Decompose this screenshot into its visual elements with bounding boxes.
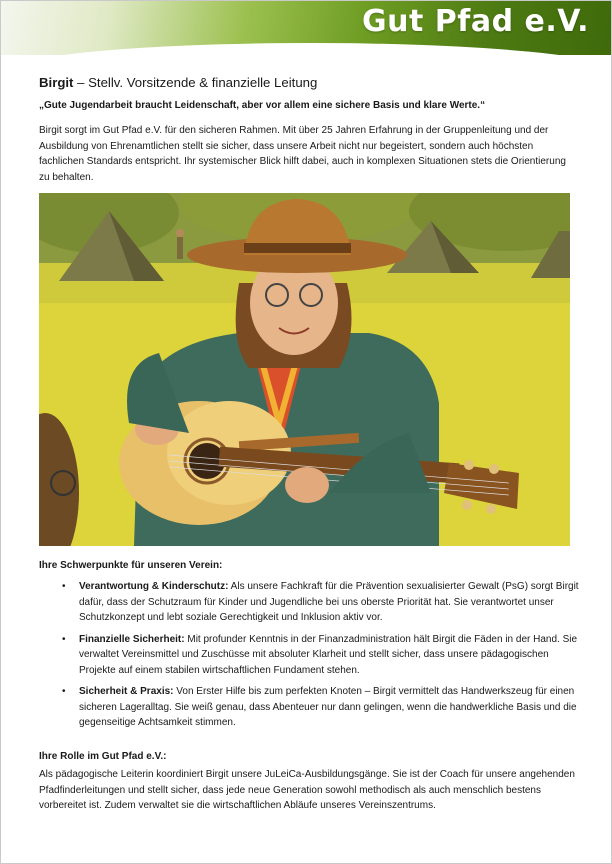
list-item-label: Finanzielle Sicherheit: bbox=[79, 633, 185, 645]
person-role: Stellv. Vorsitzende & finanzielle Leitung bbox=[88, 75, 318, 90]
list-item-label: Verantwortung & Kinderschutz: bbox=[79, 581, 229, 592]
organization-title: Gut Pfad e.V. bbox=[362, 4, 589, 39]
person-name: Birgit bbox=[39, 75, 74, 90]
list-item bbox=[39, 684, 584, 731]
list-item bbox=[39, 579, 584, 626]
list-item-text: Mit profunder Kenntnis in der Finanzadministration hält Birgit die Fäden in der Hand. Sie verwaltet Vereinsmittel und Zuschüsse mit absoluter Klarheit und stellt sicher, dass unsere pädagogischen Projekte auf einem stabilen wirtschaftlichen Fundament stehen. bbox=[79, 633, 578, 676]
bullet-icon: • bbox=[62, 686, 66, 697]
list-item-text: Von Erster Hilfe bis zum perfekten Knoten – Birgit vermittelt das Handwerkszeug für einen sicheren Lageralltag. Sie weiß genau, dass Abenteuer nur dann gelingen, wenn die handwerkliche Basis und die gegenseitige Achtsamkeit stimmen. bbox=[79, 686, 577, 728]
intro-paragraph: Birgit sorgt im Gut Pfad e.V. für den sicheren Rahmen. Mit über 25 Jahren Erfahrung in der Gruppenleitung und der Ausbildung von Ehrenamtlichen stellt sie sicher, dass unsere Arbeit nicht nur begeistert, sondern auch höchsten fachlichen Standards entspricht. Ihr systemischer Blick hilft dabei, auch in komplexen Situationen stets die Orientierung zu behalten. bbox=[39, 125, 566, 183]
role-section-title: Ihre Rolle im Gut Pfad e.V.: bbox=[39, 751, 167, 762]
heading-separator: – bbox=[73, 75, 89, 90]
person-heading bbox=[39, 75, 317, 90]
role-paragraph: Als pädagogische Leiterin koordiniert Birgit unsere JuLeiCa-Ausbildungsgänge. Sie ist der Coach für unsere angehenden Pfadfinderleitungen und stellt sicher, dass jede neue Generation sowohl methodisch als auch menschlich bestens vorbereitet ist. Zudem verwaltet sie die wirtschaftlichen Abläufe unseres Vereinszentrums. bbox=[39, 769, 575, 811]
list-item-label: Sicherheit & Praxis: bbox=[79, 686, 174, 697]
list-item bbox=[39, 632, 584, 679]
list-item-text: Als unsere Fachkraft für die Prävention sexualisierter Gewalt (PsG) sorgt Birgit dafür, dass der Schutzraum für Kinder und Jugendliche bei uns oberste Priorität hat. Sie verantwortet unser Schutzkonzept und lebt soziale Gerechtigkeit und Inklusion aktiv vor. bbox=[79, 581, 579, 623]
focus-list bbox=[39, 579, 584, 737]
focus-section-title: Ihre Schwerpunkte für unseren Verein: bbox=[39, 560, 223, 571]
quote-text: „Gute Jugendarbeit braucht Leidenschaft, aber vor allem eine sichere Basis und klare Werte.“ bbox=[39, 100, 486, 111]
bullet-icon: • bbox=[62, 581, 66, 592]
scout-guitar-illustration bbox=[39, 193, 570, 546]
bullet-icon: • bbox=[62, 633, 66, 645]
portrait-photo bbox=[39, 193, 570, 546]
header-banner bbox=[1, 1, 611, 55]
